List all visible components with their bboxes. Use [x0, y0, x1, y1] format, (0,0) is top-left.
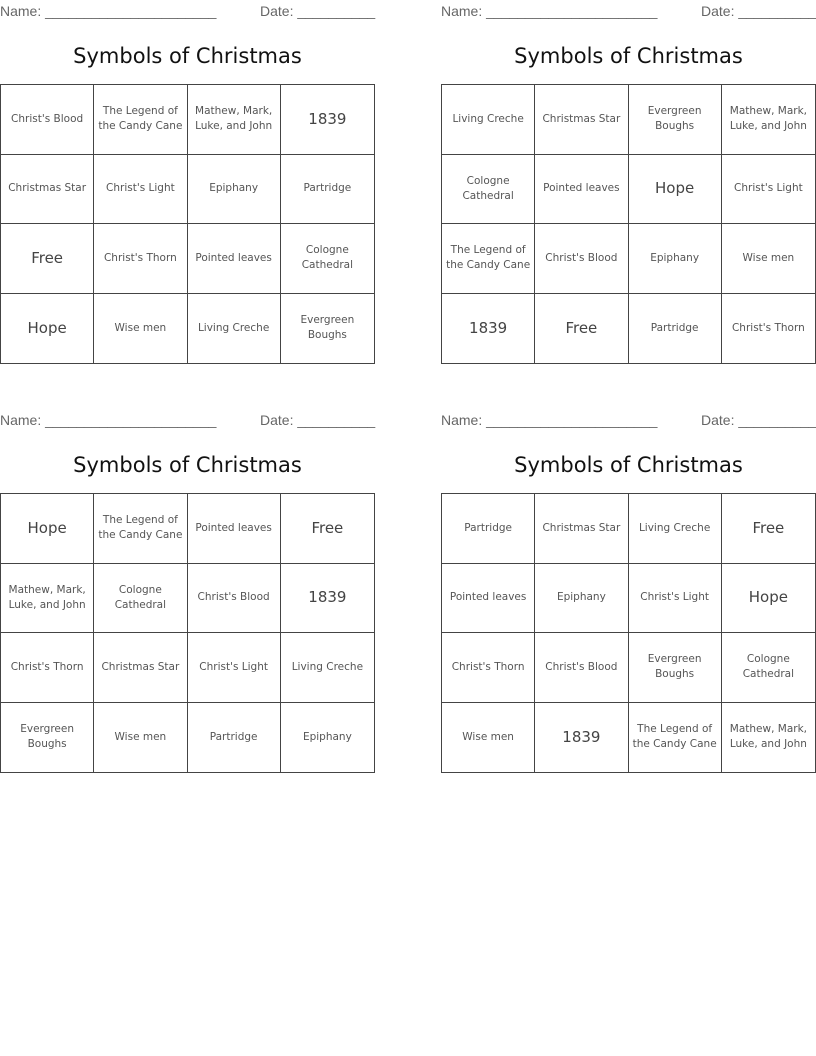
date-field-label: Date: __________ [701, 412, 816, 428]
bingo-grid [0, 493, 375, 773]
bingo-cell: 1839 [535, 703, 628, 773]
bingo-cell: Christmas Star [535, 494, 628, 564]
bingo-cell: Christmas Star [1, 155, 94, 225]
bingo-grid [441, 493, 816, 773]
bingo-cell: The Legend of the Candy Cane [94, 494, 187, 564]
card-header [441, 1, 816, 21]
bingo-cell: Hope [1, 294, 94, 364]
bingo-cell: Christ's Thorn [731, 321, 805, 334]
bingo-cell: Living Creche [281, 633, 374, 703]
name-field-label: Name: ______________________ [441, 3, 658, 19]
bingo-cell: Christ's Blood [535, 224, 628, 294]
bingo-cell: Cologne Cathedral [281, 224, 374, 294]
bingo-cell: Cologne Cathedral [442, 155, 535, 225]
bingo-card [441, 1, 816, 337]
card-title: Symbols of Christmas [514, 44, 743, 68]
bingo-cell: Hope [629, 155, 722, 225]
bingo-cell: Hope [722, 564, 815, 634]
date-field-label: Date: __________ [260, 3, 376, 19]
bingo-cell: 1839 [281, 85, 374, 155]
bingo-cell: Evergreen Boughs [629, 633, 722, 703]
bingo-cell: Free [1, 224, 94, 294]
bingo-cell: Living Creche [188, 294, 281, 364]
bingo-grid [0, 84, 375, 364]
bingo-cell: The Legend of the Candy Cane [629, 703, 722, 773]
bingo-cell: Partridge [629, 294, 722, 364]
bingo-cell: 1839 [281, 564, 374, 634]
card-title: Symbols of Christmas [514, 453, 743, 477]
bingo-cell: Living Creche [629, 494, 722, 564]
bingo-cell: Wise men [722, 224, 815, 294]
bingo-cell: Christmas Star [535, 85, 628, 155]
bingo-card [0, 410, 376, 751]
bingo-cell: Christ's Light [629, 564, 722, 634]
bingo-cell: Mathew, Mark, Luke, and John [188, 85, 281, 155]
bingo-cell: 1839 [442, 294, 535, 364]
bingo-cell: Pointed leaves [188, 224, 281, 294]
bingo-cell: Partridge [188, 703, 281, 773]
date-field-label: Date: __________ [260, 412, 376, 428]
bingo-cell: Evergreen Boughs [629, 85, 722, 155]
bingo-cell: Epiphany [188, 155, 281, 225]
card-header [0, 1, 375, 21]
bingo-cell: Cologne Cathedral [722, 633, 815, 703]
bingo-cell: Pointed leaves [188, 494, 281, 564]
bingo-card [0, 1, 376, 342]
bingo-cell: Pointed leaves [535, 155, 628, 225]
bingo-cell: Pointed leaves [442, 564, 535, 634]
bingo-cell: Partridge [281, 155, 374, 225]
bingo-cell: Christ's Blood [535, 633, 628, 703]
bingo-cell: Christmas Star [94, 633, 187, 703]
bingo-cell: Mathew, Mark, Luke, and John [1, 564, 94, 634]
bingo-cell: Partridge [442, 494, 535, 564]
name-field-label: Name: ______________________ [441, 412, 658, 428]
bingo-cell: Christ's Light [722, 155, 815, 225]
name-field-label: Name: ______________________ [0, 3, 217, 19]
bingo-cell: Christ's Thorn [442, 633, 535, 703]
bingo-cell: Living Creche [442, 85, 535, 155]
bingo-grid [441, 84, 816, 364]
bingo-cell: Free [722, 494, 815, 564]
bingo-cell: Mathew, Mark, Luke, and John [722, 85, 815, 155]
bingo-cell: Epiphany [535, 564, 628, 634]
bingo-cell: Christ's Thorn [94, 224, 187, 294]
bingo-cell: Wise men [94, 294, 187, 364]
bingo-cell: Evergreen Boughs [300, 314, 355, 342]
bingo-cell: Christ's Thorn [1, 633, 94, 703]
bingo-cell: Hope [1, 494, 94, 564]
bingo-cell: Evergreen Boughs [1, 703, 94, 773]
bingo-cell: Mathew, Mark, Luke, and John [729, 723, 807, 751]
bingo-cell: Free [281, 494, 374, 564]
card-header [441, 410, 816, 430]
card-title: Symbols of Christmas [73, 453, 302, 477]
bingo-cell: Christ's Blood [1, 85, 94, 155]
bingo-cell: Epiphany [302, 730, 352, 743]
bingo-cell: Epiphany [629, 224, 722, 294]
bingo-card [441, 410, 816, 751]
bingo-cell: The Legend of the Candy Cane [442, 224, 535, 294]
bingo-cell: The Legend of the Candy Cane [94, 85, 187, 155]
bingo-cell: Wise men [94, 703, 187, 773]
bingo-cell: Christ's Light [188, 633, 281, 703]
bingo-cell: Free [535, 294, 628, 364]
bingo-cell: Wise men [442, 703, 535, 773]
bingo-cell: Cologne Cathedral [94, 564, 187, 634]
bingo-cell: Christ's Blood [188, 564, 281, 634]
name-field-label: Name: ______________________ [0, 412, 217, 428]
bingo-cell: Christ's Light [94, 155, 187, 225]
date-field-label: Date: __________ [701, 3, 816, 19]
card-title: Symbols of Christmas [73, 44, 302, 68]
card-header [0, 410, 375, 430]
